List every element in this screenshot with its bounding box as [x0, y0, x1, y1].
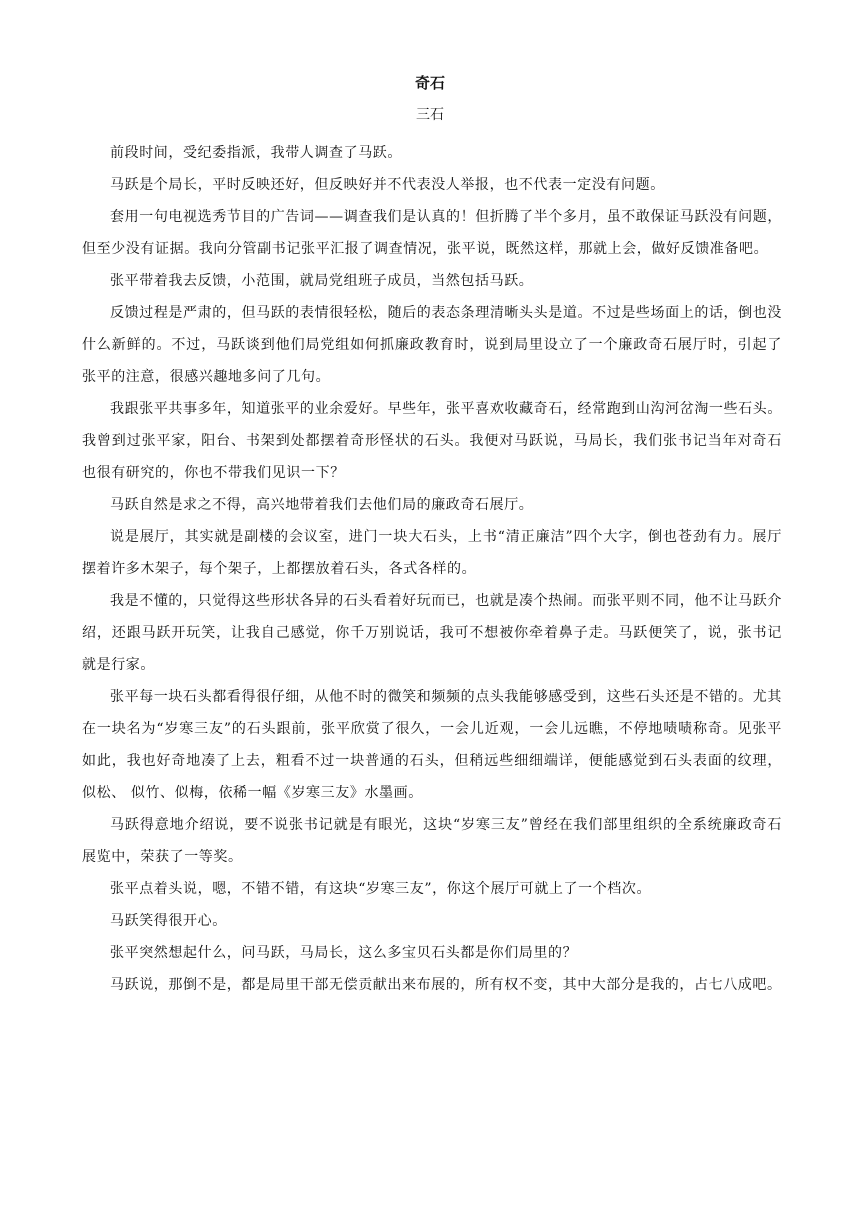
paragraph: 马跃得意地介绍说，要不说张书记就是有眼光，这块“岁寒三友”曾经在我们部里组织的全系统廉政奇石展览中，荣获了一等奖。	[82, 817, 782, 865]
document-title: 奇石	[414, 74, 445, 92]
paragraph: 马跃自然是求之不得，高兴地带着我们去他们局的廉政奇石展厅。	[110, 497, 534, 513]
paragraph: 张平突然想起什么，问马跃，马局长，这么多宝贝石头都是你们局里的？	[110, 945, 578, 961]
paragraph: 反馈过程是严肃的，但马跃的表情很轻松，随后的表态条理清晰头头是道。不过是些场面上的话，倒也没什么新鲜的。不过，马跃谈到他们局党组如何抓廉政教育时，说到局里设立了一个廉政奇石展厅时，引起了张平的注意，很感兴趣地多问了几句。	[82, 305, 782, 385]
paragraph: 前段时间，受纪委指派，我带人调查了马跃。	[110, 145, 402, 161]
paragraph: 我跟张平共事多年，知道张平的业余爱好。早些年，张平喜欢收藏奇石，经常跑到山沟河岔淘一些石头。我曾到过张平家，阳台、书架到处都摆着奇形怪状的石头。我便对马跃说，马局长，我们张书记当年对奇石也很有研究的，你也不带我们见识一下？	[82, 401, 782, 481]
paragraph: 张平点着头说，嗯，不错不错，有这块“岁寒三友”，你这个展厅可就上了一个档次。	[110, 881, 652, 897]
paragraph: 马跃是个局长，平时反映还好，但反映好并不代表没人举报，也不代表一定没有问题。	[110, 177, 665, 193]
document-author: 三石	[416, 107, 444, 123]
paragraph: 张平带着我去反馈，小范围，就局党组班子成员，当然包括马跃。	[110, 273, 534, 289]
paragraph: 套用一句电视选秀节目的广告词——调查我们是认真的！但折腾了半个多月，虽不敢保证马跃没有问题，但至少没有证据。我向分管副书记张平汇报了调查情况，张平说，既然这样，那就上会，做好反馈准备吧。	[82, 209, 782, 257]
paragraph: 我是不懂的，只觉得这些形状各异的石头看着好玩而已，也就是凑个热闹。而张平则不同，他不让马跃介绍，还跟马跃开玩笑，让我自己感觉，你千万别说话，我可不想被你牵着鼻子走。马跃便笑了，说，张书记就是行家。	[82, 593, 782, 673]
paragraph: 张平每一块石头都看得很仔细，从他不时的微笑和频频的点头我能够感受到，这些石头还是不错的。尤其在一块名为“岁寒三友”的石头跟前，张平欣赏了很久，一会儿近观，一会儿远瞧，不停地啧啧称奇。见张平如此，我也好奇地凑了上去，粗看不过一块普通的石头，但稍远些细细端详，便能感觉到石头表面的纹理，似松、 似竹、似梅，依稀一幅《岁寒三友》水墨画。	[82, 689, 782, 801]
document-body	[82, 137, 782, 1001]
paragraph: 马跃说，那倒不是，都是局里干部无偿贡献出来布展的，所有权不变，其中大部分是我的，占七八成吧。	[110, 977, 782, 993]
paragraph: 说是展厅，其实就是副楼的会议室，进门一块大石头，上书“清正廉洁”四个大字，倒也苍劲有力。展厅摆着许多木架子，每个架子，上都摆放着石头，各式各样的。	[82, 529, 782, 577]
paragraph: 马跃笑得很开心。	[110, 913, 227, 929]
